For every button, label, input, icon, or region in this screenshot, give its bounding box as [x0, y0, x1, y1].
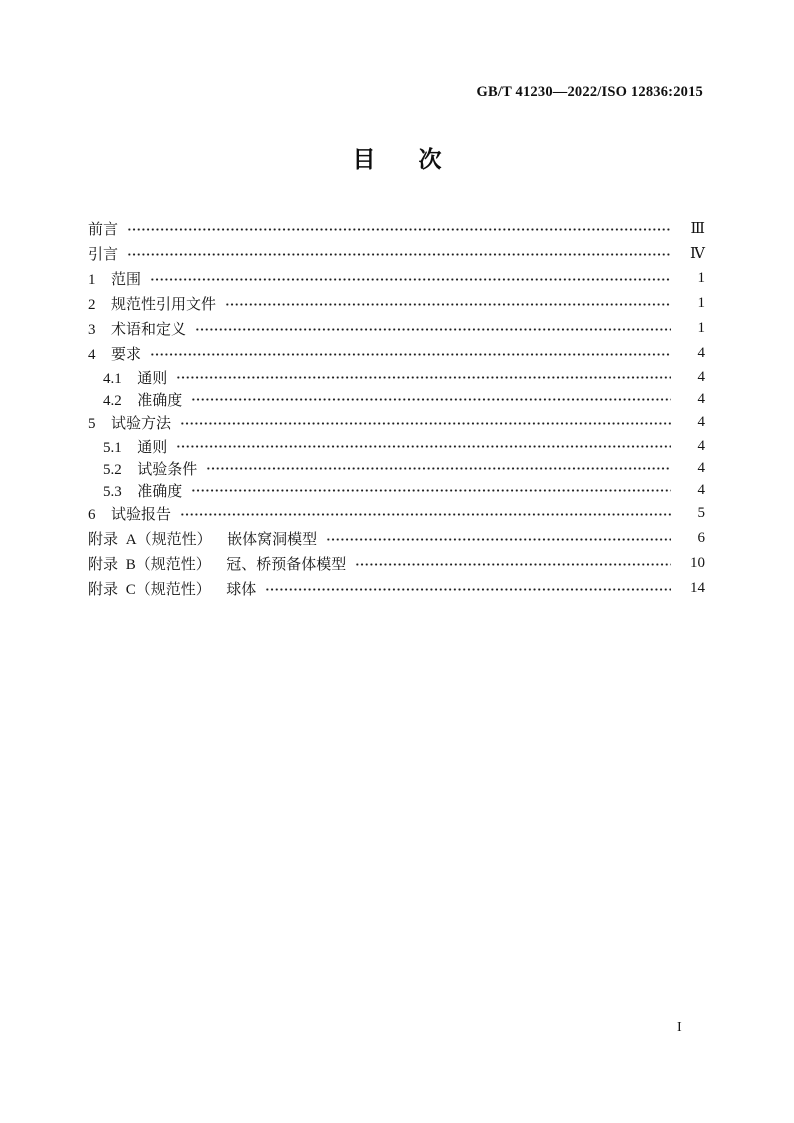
toc-entry-page-number: Ⅲ	[690, 221, 705, 237]
toc-title-char-left: 目	[352, 146, 376, 172]
dot-leader	[225, 297, 671, 312]
toc-row-5-2	[88, 457, 705, 479]
toc-entry-page-number: 4	[697, 481, 705, 498]
toc-entry-page-number: 4	[697, 345, 705, 361]
toc-entry-label: 5.2 试验条件	[103, 461, 198, 478]
toc-row-4-1	[88, 366, 705, 388]
toc-entry-page-number: 1	[697, 320, 705, 336]
dot-leader	[176, 370, 671, 385]
toc-row-introduction	[88, 241, 705, 266]
toc-row-5-1	[88, 435, 705, 457]
toc-row-test-report	[88, 501, 705, 526]
folio-page-number: I	[677, 1020, 682, 1035]
toc-row-requirements	[88, 341, 705, 366]
toc-row-test-methods	[88, 410, 705, 435]
toc-entry-label: 3 术语和定义	[88, 322, 187, 338]
toc-entry-page-number: 4	[697, 414, 705, 430]
dot-leader	[191, 483, 671, 498]
dot-leader	[127, 247, 671, 262]
toc-entry-page-number: 4	[697, 437, 705, 454]
toc-row-4-2	[88, 388, 705, 410]
dot-leader	[150, 347, 671, 362]
dot-leader	[355, 557, 671, 572]
toc-entry-label: 4 要求	[88, 347, 142, 363]
dot-leader	[326, 532, 671, 547]
toc-entry-page-number: 1	[697, 295, 705, 311]
dot-leader	[206, 461, 671, 476]
toc-row-terms-definitions	[88, 316, 705, 341]
toc-entry-label: 4.1 通则	[103, 370, 168, 387]
toc-entry-page-number: 14	[690, 580, 705, 596]
toc-entry-label: 5 试验方法	[88, 416, 172, 432]
toc-row-annex-c	[88, 576, 705, 601]
standard-number-header: GB/T 41230—2022/ISO 12836:2015	[476, 84, 703, 100]
toc-row-foreword	[88, 216, 705, 241]
toc-entry-page-number: 5	[697, 505, 705, 521]
dot-leader	[150, 272, 671, 287]
dot-leader	[180, 416, 671, 431]
toc-entry-page-number: 10	[690, 555, 705, 571]
toc-entry-label: 附录 C（规范性） 球体	[88, 582, 257, 598]
dot-leader	[127, 222, 671, 237]
toc-entry-label: 4.2 准确度	[103, 392, 183, 409]
toc-entry-page-number: 4	[697, 390, 705, 407]
toc-entry-label: 前言	[88, 222, 119, 238]
toc-entry-label: 附录 B（规范性） 冠、桥预备体模型	[88, 557, 347, 573]
toc-entry-page-number: 6	[697, 530, 705, 546]
toc-row-annex-a	[88, 526, 705, 551]
dot-leader	[176, 439, 671, 454]
toc-row-normative-references	[88, 291, 705, 316]
toc-list	[88, 216, 705, 601]
toc-entry-page-number: 4	[697, 459, 705, 476]
toc-entry-label: 附录 A（规范性） 嵌体窝洞模型	[88, 532, 318, 548]
toc-entry-label: 5.3 准确度	[103, 483, 183, 500]
toc-entry-page-number: 4	[697, 368, 705, 385]
toc-row-annex-b	[88, 551, 705, 576]
toc-title	[0, 146, 794, 174]
toc-entry-label: 5.1 通则	[103, 439, 168, 456]
dot-leader	[265, 582, 671, 597]
toc-entry-label: 1 范围	[88, 272, 142, 288]
dot-leader	[191, 392, 671, 407]
dot-leader	[195, 322, 671, 337]
toc-entry-label: 6 试验报告	[88, 507, 172, 523]
toc-entry-page-number: 1	[697, 270, 705, 286]
toc-entry-label: 2 规范性引用文件	[88, 297, 217, 313]
toc-entry-page-number: Ⅳ	[690, 246, 705, 262]
dot-leader	[180, 507, 671, 522]
toc-row-scope	[88, 266, 705, 291]
toc-row-5-3	[88, 479, 705, 501]
toc-title-char-right: 次	[418, 146, 442, 172]
toc-entry-label: 引言	[88, 247, 119, 263]
